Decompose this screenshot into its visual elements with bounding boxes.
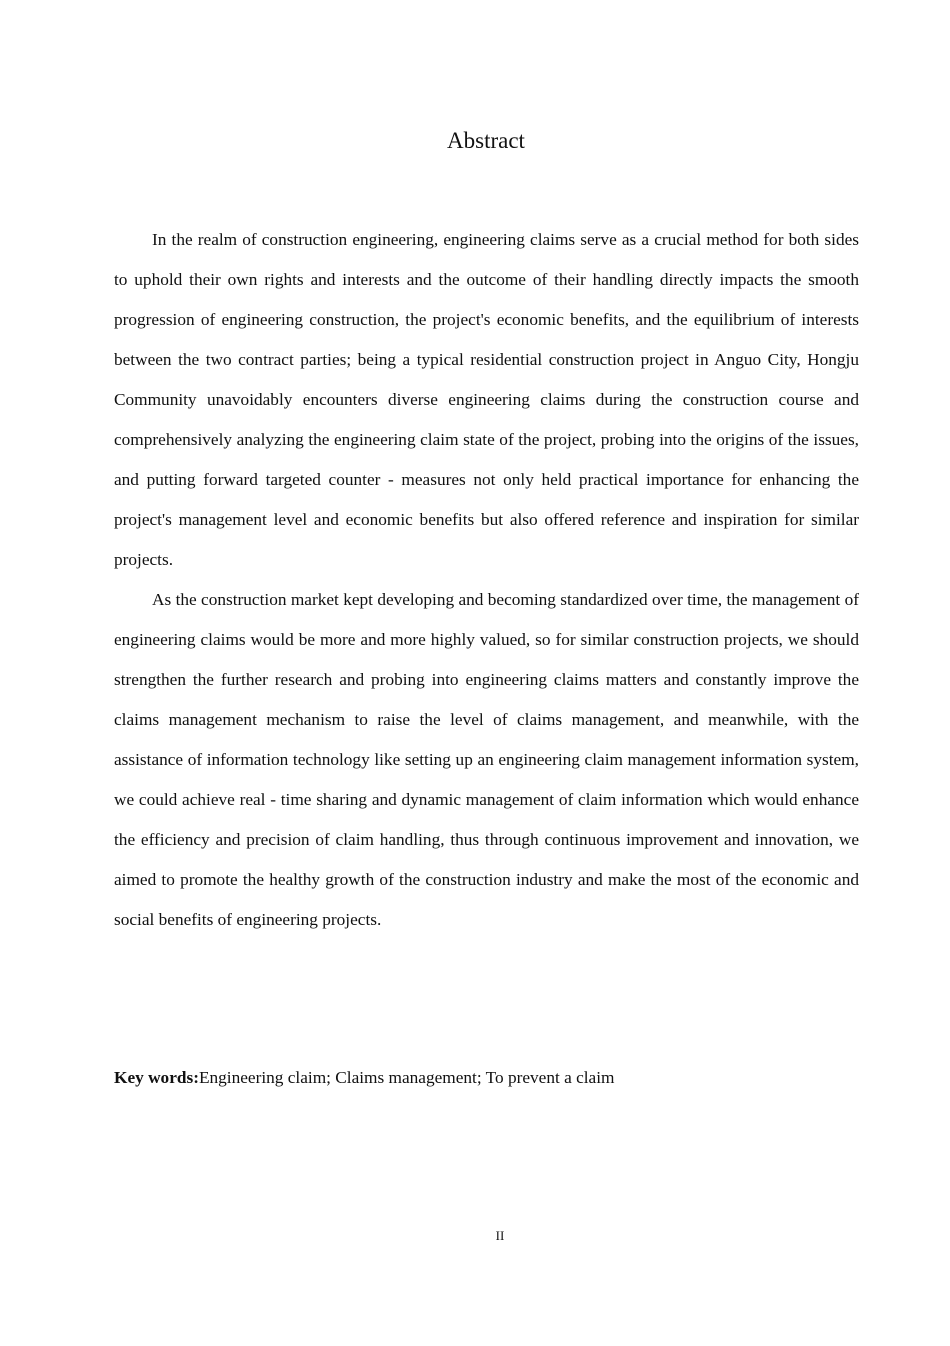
keywords-line <box>114 1058 859 1098</box>
abstract-paragraph-1: In the realm of construction engineering, engineering claims serve as a crucial method for both sides to uphold their own rights and interests and the outcome of their handling directly impacts the smooth progression of engineering construction, the project's economic benefits, and the equilibrium of interests between the two contract parties; being a typical residential construction project in Anguo City, Hongju Community unavoidably encounters diverse engineering claims during the construction course and comprehensively analyzing the engineering claim state of the project, probing into the origins of the issues, and putting forward targeted counter - measures not only held practical importance for enhancing the project's management level and economic benefits but also offered reference and inspiration for similar projects. <box>114 230 859 569</box>
keywords-text: Engineering claim; Claims management; To prevent a claim <box>198 1068 615 1087</box>
abstract-title: Abstract <box>447 128 525 153</box>
keywords-label: Key words: <box>114 1068 199 1087</box>
abstract-body <box>114 220 859 940</box>
abstract-paragraph-2: As the construction market kept developing and becoming standardized over time, the management of engineering claims would be more and more highly valued, so for similar construction projects, we should strengthen the further research and probing into engineering claims matters and constantly improve the claims management mechanism to raise the level of claims management, and meanwhile, with the assistance of information technology like setting up an engineering claim management information system, we could achieve real - time sharing and dynamic management of claim information which would enhance the efficiency and precision of claim handling, thus through continuous improvement and innovation, we aimed to promote the healthy growth of the construction industry and make the most of the economic and social benefits of engineering projects. <box>114 590 859 929</box>
page-number: II <box>495 1228 505 1243</box>
